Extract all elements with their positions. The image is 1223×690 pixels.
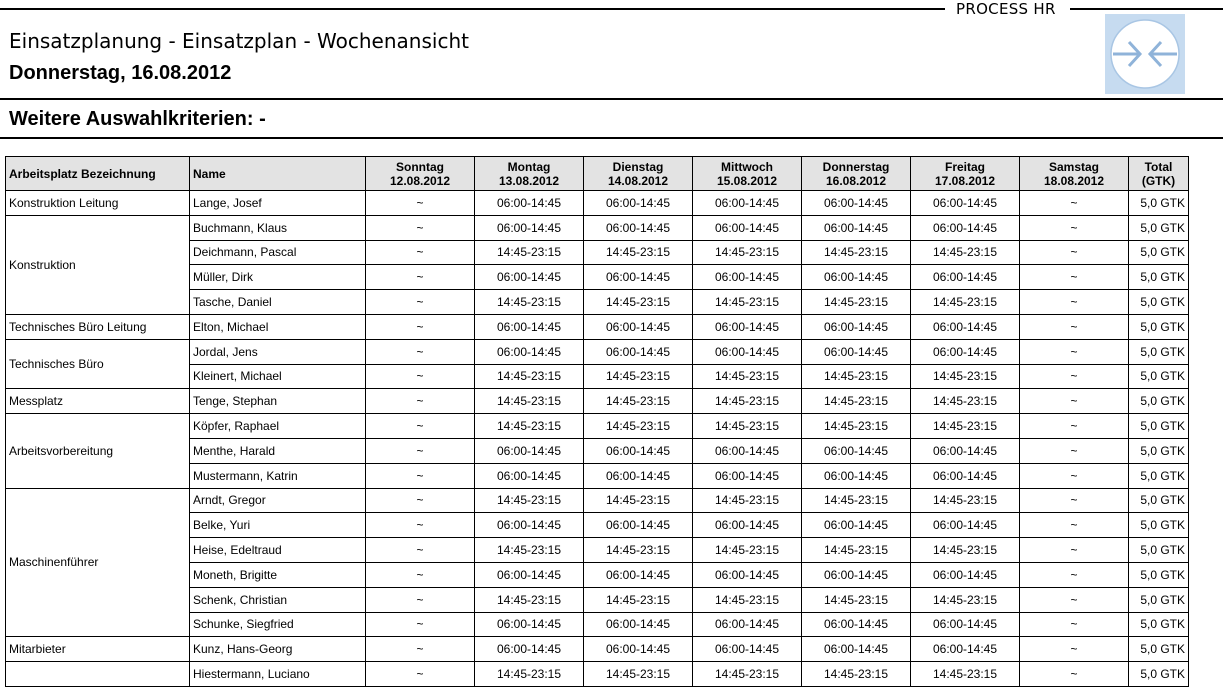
logo-graphic [1105,14,1185,94]
shift-cell: 14:45-23:15 [911,364,1020,389]
shift-cell: ~ [1020,438,1129,463]
shift-cell: ~ [1020,364,1129,389]
header-day [584,157,693,191]
shift-cell: 14:45-23:15 [693,240,802,265]
shift-cell: 06:00-14:45 [475,215,584,240]
table-row [6,637,1189,662]
shift-cell: 14:45-23:15 [584,364,693,389]
shift-cell: 14:45-23:15 [693,488,802,513]
shift-cell: 14:45-23:15 [802,290,911,315]
shift-cell: ~ [1020,240,1129,265]
total-cell: 5,0 GTK [1129,364,1189,389]
total-cell: 5,0 GTK [1129,637,1189,662]
shift-cell: 06:00-14:45 [584,215,693,240]
shift-cell: 14:45-23:15 [693,538,802,563]
shift-cell: ~ [1020,463,1129,488]
shift-cell: 06:00-14:45 [475,562,584,587]
shift-cell: 06:00-14:45 [911,612,1020,637]
total-cell: 5,0 GTK [1129,290,1189,315]
shift-cell: 14:45-23:15 [693,389,802,414]
shift-cell: ~ [366,265,475,290]
shift-cell: 14:45-23:15 [475,240,584,265]
shift-cell: 06:00-14:45 [584,265,693,290]
shift-cell: ~ [366,414,475,439]
shift-cell: ~ [366,662,475,687]
shift-cell: 06:00-14:45 [802,191,911,216]
shift-cell: 14:45-23:15 [693,662,802,687]
shift-cell: ~ [1020,488,1129,513]
shift-cell: 06:00-14:45 [584,314,693,339]
shift-cell: 14:45-23:15 [911,587,1020,612]
header-day-name: Dienstag [612,159,664,174]
selection-criteria: Weitere Auswahlkriterien: - [9,108,266,130]
shift-cell: 14:45-23:15 [911,662,1020,687]
employee-name-cell: Hiestermann, Luciano [190,662,366,687]
employee-name-cell: Müller, Dirk [190,265,366,290]
employee-name-cell: Lange, Josef [190,191,366,216]
shift-cell: 14:45-23:15 [475,414,584,439]
employee-name-cell: Schunke, Siegfried [190,612,366,637]
employee-name-cell: Köpfer, Raphael [190,414,366,439]
shift-cell: ~ [366,463,475,488]
shift-cell: 06:00-14:45 [475,637,584,662]
shift-cell: 14:45-23:15 [802,240,911,265]
shift-cell: 06:00-14:45 [693,513,802,538]
total-cell: 5,0 GTK [1129,587,1189,612]
shift-cell: 06:00-14:45 [584,612,693,637]
header-day-name: Mittwoch [721,159,773,174]
header-day-name: Donnerstag [822,159,890,174]
shift-cell: ~ [366,364,475,389]
total-cell: 5,0 GTK [1129,339,1189,364]
report-date: Donnerstag, 16.08.2012 [9,62,232,84]
shift-cell: 14:45-23:15 [584,587,693,612]
employee-name-cell: Heise, Edeltraud [190,538,366,563]
shift-cell: 14:45-23:15 [911,414,1020,439]
shift-cell: 14:45-23:15 [584,290,693,315]
shift-cell: 06:00-14:45 [475,191,584,216]
shift-cell: 14:45-23:15 [911,488,1020,513]
employee-name-cell: Kleinert, Michael [190,364,366,389]
shift-cell: 06:00-14:45 [911,562,1020,587]
shift-cell: 06:00-14:45 [911,339,1020,364]
header-total-label: Total [1144,159,1173,174]
shift-cell: 14:45-23:15 [802,488,911,513]
shift-cell: ~ [366,191,475,216]
total-cell: 5,0 GTK [1129,265,1189,290]
workplace-cell: Mitarbieter [6,637,190,662]
header-day-name: Sonntag [396,159,444,174]
employee-name-cell: Deichmann, Pascal [190,240,366,265]
header-day [366,157,475,191]
top-rule [0,8,945,10]
shift-cell: 06:00-14:45 [475,463,584,488]
shift-cell: 06:00-14:45 [693,215,802,240]
shift-cell: ~ [366,389,475,414]
shift-cell: 14:45-23:15 [693,587,802,612]
shift-cell: 06:00-14:45 [802,339,911,364]
shift-cell: ~ [1020,265,1129,290]
shift-cell: 14:45-23:15 [584,662,693,687]
header-day [693,157,802,191]
employee-name-cell: Mustermann, Katrin [190,463,366,488]
header-day-date: 13.08.2012 [498,173,560,188]
header-day-date: 17.08.2012 [934,173,996,188]
shift-cell: 06:00-14:45 [911,637,1020,662]
shift-cell: 06:00-14:45 [475,339,584,364]
shift-cell: 06:00-14:45 [693,191,802,216]
shift-cell: ~ [1020,290,1129,315]
header-day [802,157,911,191]
total-cell: 5,0 GTK [1129,240,1189,265]
shift-cell: 06:00-14:45 [475,513,584,538]
shift-cell: 14:45-23:15 [475,364,584,389]
shift-cell: ~ [1020,191,1129,216]
brand-label: PROCESS HR [956,0,1056,18]
employee-name-cell: Buchmann, Klaus [190,215,366,240]
header-total [1129,157,1189,191]
shift-cell: 06:00-14:45 [475,438,584,463]
shift-cell: ~ [366,215,475,240]
shift-cell: 06:00-14:45 [802,438,911,463]
header-day [475,157,584,191]
header-day [911,157,1020,191]
shift-cell: 06:00-14:45 [802,562,911,587]
total-cell: 5,0 GTK [1129,215,1189,240]
workplace-cell: Konstruktion Leitung [6,191,190,216]
shift-cell: 06:00-14:45 [584,463,693,488]
shift-cell: ~ [1020,314,1129,339]
table-row [6,488,1189,513]
shift-cell: 06:00-14:45 [584,513,693,538]
shift-cell: 14:45-23:15 [802,662,911,687]
shift-cell: 06:00-14:45 [475,612,584,637]
shift-cell: ~ [366,513,475,538]
shift-cell: 06:00-14:45 [911,191,1020,216]
shift-cell: 14:45-23:15 [802,364,911,389]
shift-cell: ~ [366,314,475,339]
shift-cell: 06:00-14:45 [693,438,802,463]
shift-cell: ~ [1020,339,1129,364]
shift-cell: 06:00-14:45 [475,265,584,290]
shift-cell: 14:45-23:15 [911,389,1020,414]
shift-cell: 14:45-23:15 [475,587,584,612]
table-row [6,314,1189,339]
shift-cell: ~ [1020,389,1129,414]
double-arrow-inward-icon [1105,14,1185,94]
shift-cell: ~ [1020,587,1129,612]
shift-cell: 14:45-23:15 [693,290,802,315]
shift-cell: 14:45-23:15 [475,488,584,513]
shift-cell: 14:45-23:15 [475,290,584,315]
table-row [6,414,1189,439]
employee-name-cell: Moneth, Brigitte [190,562,366,587]
total-cell: 5,0 GTK [1129,191,1189,216]
shift-cell: ~ [1020,612,1129,637]
shift-cell: 06:00-14:45 [802,265,911,290]
shift-cell: 14:45-23:15 [584,538,693,563]
divider [0,98,1223,100]
shift-cell: 14:45-23:15 [911,290,1020,315]
employee-name-cell: Tasche, Daniel [190,290,366,315]
shift-cell: 06:00-14:45 [802,612,911,637]
shift-cell: ~ [366,488,475,513]
shift-cell: 06:00-14:45 [802,637,911,662]
shift-cell: 06:00-14:45 [911,265,1020,290]
shift-cell: 06:00-14:45 [584,339,693,364]
employee-name-cell: Arndt, Gregor [190,488,366,513]
shift-cell: 06:00-14:45 [475,314,584,339]
shift-cell: 06:00-14:45 [911,438,1020,463]
workplace-cell: Messplatz [6,389,190,414]
workplace-cell: Maschinenführer [6,488,190,637]
employee-name-cell: Schenk, Christian [190,587,366,612]
table-row [6,215,1189,240]
total-cell: 5,0 GTK [1129,562,1189,587]
shift-cell: 14:45-23:15 [802,414,911,439]
shift-cell: ~ [1020,513,1129,538]
table-row [6,191,1189,216]
shift-cell: 06:00-14:45 [584,637,693,662]
shift-cell: 14:45-23:15 [475,538,584,563]
shift-cell: ~ [366,438,475,463]
shift-cell: 14:45-23:15 [802,389,911,414]
table-row [6,662,1189,687]
employee-name-cell: Kunz, Hans-Georg [190,637,366,662]
shift-cell: 14:45-23:15 [475,389,584,414]
shift-plan-table [5,156,1189,687]
shift-cell: 06:00-14:45 [693,339,802,364]
header-day-name: Montag [507,159,551,174]
shift-cell: 14:45-23:15 [802,587,911,612]
total-cell: 5,0 GTK [1129,414,1189,439]
shift-cell: 06:00-14:45 [911,314,1020,339]
table-row [6,339,1189,364]
header-day-name: Samstag [1048,159,1100,174]
total-cell: 5,0 GTK [1129,463,1189,488]
shift-cell: 06:00-14:45 [911,215,1020,240]
shift-cell: 14:45-23:15 [584,414,693,439]
total-cell: 5,0 GTK [1129,513,1189,538]
shift-cell: ~ [366,240,475,265]
header-day-date: 14.08.2012 [607,173,669,188]
shift-cell: 14:45-23:15 [475,662,584,687]
employee-name-cell: Tenge, Stephan [190,389,366,414]
employee-name-cell: Menthe, Harald [190,438,366,463]
shift-cell: 06:00-14:45 [802,215,911,240]
header-day-name: Freitag [944,159,985,174]
table-row [6,389,1189,414]
total-cell: 5,0 GTK [1129,662,1189,687]
shift-cell: ~ [1020,215,1129,240]
shift-cell: 14:45-23:15 [693,414,802,439]
shift-cell: ~ [1020,562,1129,587]
shift-cell: 14:45-23:15 [802,538,911,563]
shift-cell: ~ [366,339,475,364]
shift-cell: 06:00-14:45 [802,513,911,538]
shift-cell: 14:45-23:15 [584,389,693,414]
shift-cell: ~ [366,290,475,315]
total-cell: 5,0 GTK [1129,538,1189,563]
shift-cell: ~ [1020,414,1129,439]
shift-cell: 06:00-14:45 [911,513,1020,538]
top-rule-right [1070,8,1223,10]
shift-cell: 06:00-14:45 [693,463,802,488]
shift-cell: ~ [1020,637,1129,662]
shift-cell: 06:00-14:45 [584,438,693,463]
header-day-date: 16.08.2012 [825,173,887,188]
header-name: Name [190,157,366,191]
workplace-cell: Technisches Büro [6,339,190,389]
workplace-cell [6,662,190,687]
total-cell: 5,0 GTK [1129,314,1189,339]
shift-cell: 06:00-14:45 [802,463,911,488]
shift-cell: ~ [1020,662,1129,687]
shift-cell: ~ [1020,538,1129,563]
shift-cell: 14:45-23:15 [693,364,802,389]
shift-cell: 14:45-23:15 [584,240,693,265]
shift-cell: ~ [366,587,475,612]
workplace-cell: Konstruktion [6,215,190,314]
shift-cell: 06:00-14:45 [584,562,693,587]
shift-cell: 06:00-14:45 [802,314,911,339]
total-cell: 5,0 GTK [1129,438,1189,463]
shift-cell: 14:45-23:15 [584,488,693,513]
total-cell: 5,0 GTK [1129,612,1189,637]
shift-cell: ~ [366,637,475,662]
header-day-date: 12.08.2012 [389,173,451,188]
workplace-cell: Arbeitsvorbereitung [6,414,190,488]
shift-cell: 06:00-14:45 [693,562,802,587]
shift-cell: ~ [366,612,475,637]
shift-cell: 06:00-14:45 [584,191,693,216]
shift-cell: 06:00-14:45 [693,612,802,637]
employee-name-cell: Jordal, Jens [190,339,366,364]
shift-cell: 06:00-14:45 [693,637,802,662]
header-day [1020,157,1129,191]
workplace-cell: Technisches Büro Leitung [6,314,190,339]
shift-cell: ~ [366,538,475,563]
employee-name-cell: Elton, Michael [190,314,366,339]
table-header-row [6,157,1189,191]
shift-cell: 06:00-14:45 [693,314,802,339]
shift-cell: 14:45-23:15 [911,538,1020,563]
header-day-date: 15.08.2012 [716,173,778,188]
shift-cell: 06:00-14:45 [693,265,802,290]
shift-cell: ~ [366,562,475,587]
shift-cell: 06:00-14:45 [911,463,1020,488]
total-cell: 5,0 GTK [1129,389,1189,414]
page-title: Einsatzplanung - Einsatzplan - Wochenansicht [9,29,469,53]
header-total-unit: (GTK) [1141,173,1176,188]
shift-cell: 14:45-23:15 [911,240,1020,265]
divider [0,137,1223,139]
total-cell: 5,0 GTK [1129,488,1189,513]
employee-name-cell: Belke, Yuri [190,513,366,538]
header-day-date: 18.08.2012 [1043,173,1105,188]
header-workplace: Arbeitsplatz Bezeichnung [6,157,190,191]
